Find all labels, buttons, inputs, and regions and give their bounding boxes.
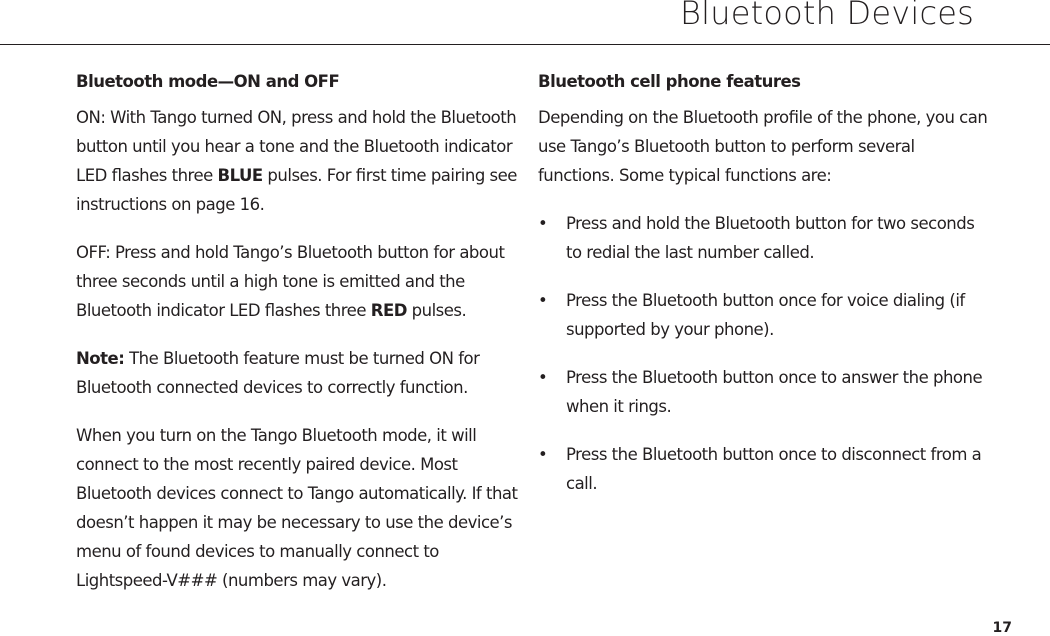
list-item-text: Press and hold the Bluetooth button for two seconds to redial the last number called. <box>566 214 975 262</box>
right-column <box>538 70 988 517</box>
blue-emphasis: BLUE <box>217 166 263 185</box>
title-divider <box>0 44 1050 45</box>
bullet-icon: • <box>538 445 548 464</box>
list-item-text: Press the Bluetooth button once to answer the phone when it rings. <box>566 368 983 416</box>
features-intro: Depending on the Bluetooth proﬁle of the phone, you can use Tango’s Bluetooth button to perform several functions. Some typical functions are: <box>538 108 988 185</box>
left-column <box>76 70 526 614</box>
note-paragraph <box>76 344 526 402</box>
bullet-icon: • <box>538 291 548 310</box>
list-item-text: Press the Bluetooth button once for voice dialing (if supported by your phone). <box>566 291 965 339</box>
on-text-start: ON: With Tango turned ON, press and hold the Bluetooth button until you hear a tone and the Bluetooth indicator LED ﬂashes three <box>76 108 517 185</box>
list-item <box>538 286 988 344</box>
list-item <box>538 363 988 421</box>
connect-paragraph: When you turn on the Tango Bluetooth mode, it will connect to the most recently paired device. Most Bluetooth devices connect to Tango automatically. If that doesn’t happen it may be necessary to use the device’s menu of found devices to manually connect to Lightspeed-V### (numbers may vary). <box>76 426 518 590</box>
bullet-icon: • <box>538 214 548 233</box>
page-number: 17 <box>992 620 1012 636</box>
page-title: Bluetooth Devices <box>679 0 974 32</box>
section-heading-cell-phone-features: Bluetooth cell phone features <box>538 72 801 91</box>
red-emphasis: RED <box>370 301 407 320</box>
bullet-icon: • <box>538 368 548 387</box>
list-item <box>538 209 988 267</box>
off-text-start: OFF: Press and hold Tango’s Bluetooth button for about three seconds until a high tone is emitted and the Bluetooth indicator LED ﬂashes three <box>76 243 505 320</box>
note-text: The Bluetooth feature must be turned ON for Bluetooth connected devices to correctly function. <box>76 349 480 397</box>
note-label: Note: <box>76 349 125 368</box>
on-text-end: pulses. For ﬁrst time pairing see instructions on page 16. <box>76 166 517 214</box>
list-item-text: Press the Bluetooth button once to disconnect from a call. <box>566 445 982 493</box>
section-heading-bluetooth-mode: Bluetooth mode—ON and OFF <box>76 72 340 91</box>
off-text-end: pulses. <box>406 301 467 320</box>
off-instructions <box>76 238 526 325</box>
features-list <box>538 209 988 498</box>
list-item <box>538 440 988 498</box>
on-instructions <box>76 103 526 219</box>
